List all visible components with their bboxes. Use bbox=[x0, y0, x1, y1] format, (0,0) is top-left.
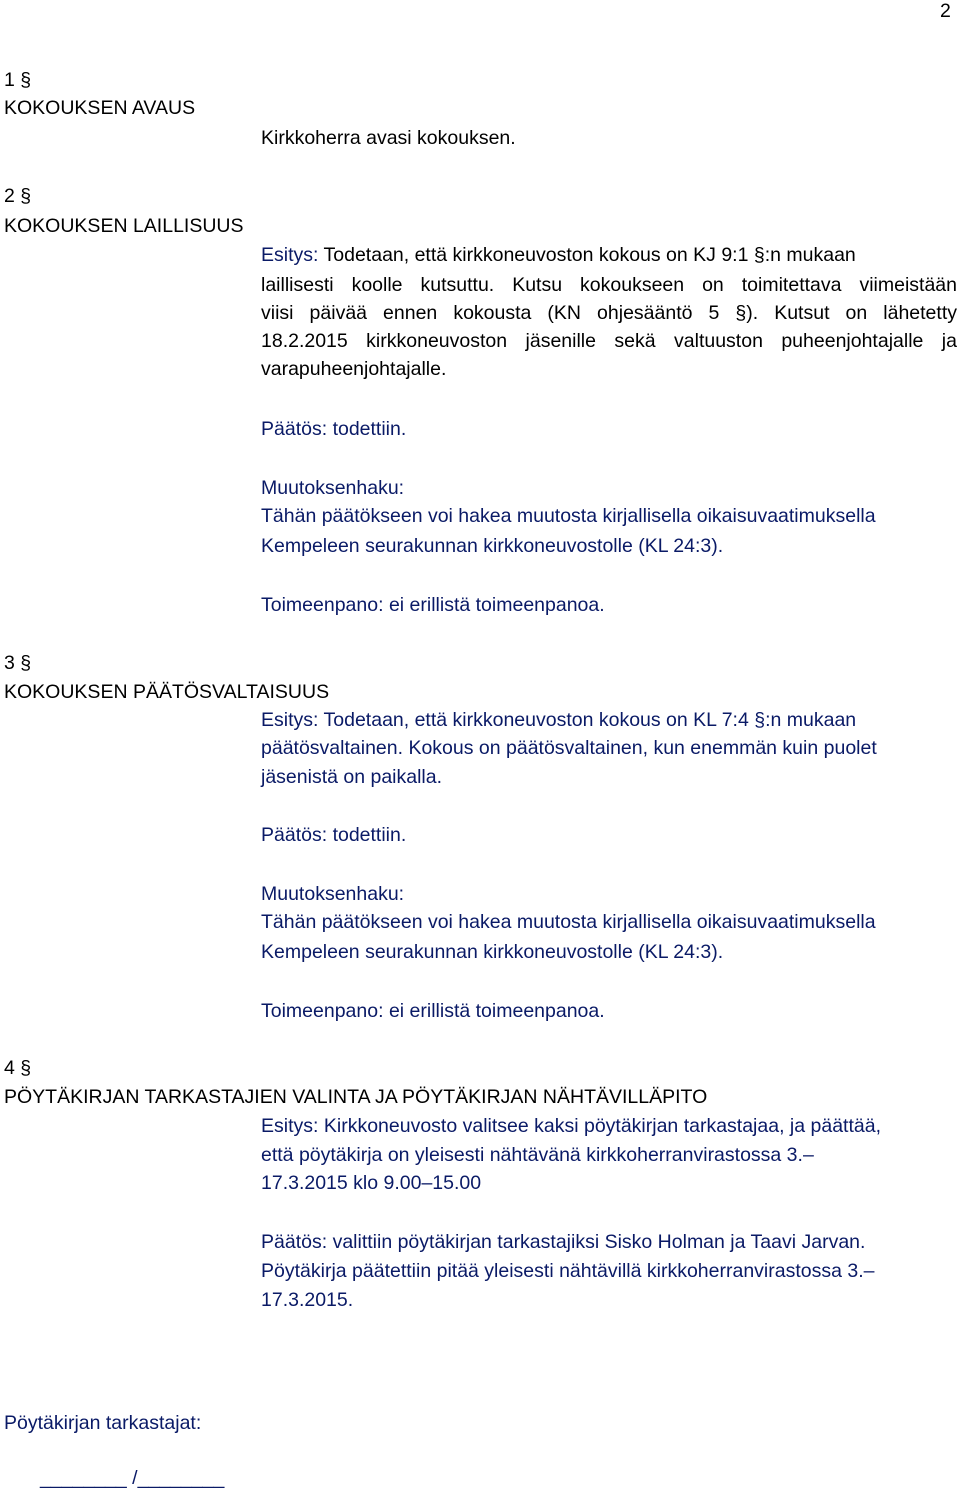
toimeenpano-label: Toimeenpano: bbox=[261, 1000, 384, 1022]
paatos-text: valittiin pöytäkirjan tarkastajiksi Sisko Holman ja Taavi Jarvan. bbox=[332, 1231, 866, 1253]
paatos-label: Päätös: bbox=[261, 1231, 328, 1253]
section-number: 4 § bbox=[4, 1057, 32, 1079]
esitys-label: Esitys: bbox=[261, 709, 319, 731]
paatos-label: Päätös: bbox=[261, 824, 328, 846]
esitys-line: päätösvaltainen. Kokous on päätösvaltainen, kun enemmän kuin puolet bbox=[261, 737, 877, 759]
esitys-line: viisi päivää ennen kokousta (KN ohjesääntö 5 §). Kutsut on lähetetty bbox=[261, 302, 957, 324]
paatos-line bbox=[261, 820, 406, 850]
muutoksenhaku-line: Tähän päätökseen voi hakea muutosta kirjallisella oikaisuvaatimuksella bbox=[261, 505, 876, 527]
paatos-line bbox=[261, 1227, 865, 1257]
section-number: 3 § bbox=[4, 652, 32, 674]
esitys-label: Esitys: bbox=[261, 244, 319, 266]
toimeenpano-label: Toimeenpano: bbox=[261, 594, 384, 616]
paatos-label: Päätös: bbox=[261, 418, 328, 440]
section-title: KOKOUKSEN LAILLISUUS bbox=[4, 215, 244, 237]
esitys-text: Todetaan, että kirkkoneuvoston kokous on KL 7:4 §:n mukaan bbox=[323, 709, 857, 731]
toimeenpano-line bbox=[261, 996, 605, 1026]
paatos-text: todettiin. bbox=[332, 418, 407, 440]
paatos-line: Pöytäkirja päätettiin pitää yleisesti nähtävillä kirkkoherranvirastossa 3.– bbox=[261, 1260, 875, 1282]
paatos-text: todettiin. bbox=[332, 824, 407, 846]
page-number: 2 bbox=[940, 0, 951, 22]
muutoksenhaku-line: Kempeleen seurakunnan kirkkoneuvostolle (KL 24:3). bbox=[261, 941, 724, 963]
esitys-text: Kirkkoneuvosto valitsee kaksi pöytäkirjan tarkastajaa, ja päättää, bbox=[323, 1115, 881, 1137]
toimeenpano-text: ei erillistä toimeenpanoa. bbox=[388, 594, 605, 616]
section-title: KOKOUKSEN AVAUS bbox=[4, 97, 196, 119]
esitys-line: laillisesti koolle kutsuttu. Kutsu kokoukseen on toimitettava viimeistään bbox=[261, 274, 957, 296]
section-title: KOKOUKSEN PÄÄTÖSVALTAISUUS bbox=[4, 681, 330, 703]
signature-label: Pöytäkirjan tarkastajat: bbox=[4, 1412, 202, 1434]
signature-line: ________ /________ bbox=[40, 1467, 225, 1489]
section-number: 2 § bbox=[4, 185, 32, 207]
section-text: Kirkkoherra avasi kokouksen. bbox=[261, 127, 516, 149]
esitys-line: 17.3.2015 klo 9.00–15.00 bbox=[261, 1172, 482, 1194]
muutoksenhaku-label: Muutoksenhaku: bbox=[261, 477, 405, 499]
esitys-line: jäsenistä on paikalla. bbox=[261, 766, 443, 788]
paatos-line bbox=[261, 414, 406, 444]
toimeenpano-text: ei erillistä toimeenpanoa. bbox=[388, 1000, 605, 1022]
muutoksenhaku-line: Kempeleen seurakunnan kirkkoneuvostolle (KL 24:3). bbox=[261, 535, 724, 557]
section-number: 1 § bbox=[4, 69, 32, 91]
paatos-line: 17.3.2015. bbox=[261, 1289, 354, 1311]
toimeenpano-line bbox=[261, 590, 605, 620]
muutoksenhaku-line: Tähän päätökseen voi hakea muutosta kirjallisella oikaisuvaatimuksella bbox=[261, 911, 876, 933]
esitys-line bbox=[261, 705, 856, 735]
esitys-line: että pöytäkirja on yleisesti nähtävänä kirkkoherranvirastossa 3.– bbox=[261, 1144, 814, 1166]
muutoksenhaku-label: Muutoksenhaku: bbox=[261, 883, 405, 905]
section-title: PÖYTÄKIRJAN TARKASTAJIEN VALINTA JA PÖYTÄKIRJAN NÄHTÄVILLÄPITO bbox=[4, 1086, 708, 1108]
esitys-text: Todetaan, että kirkkoneuvoston kokous on KJ 9:1 §:n mukaan bbox=[323, 244, 856, 266]
esitys-label: Esitys: bbox=[261, 1115, 319, 1137]
esitys-line bbox=[261, 240, 856, 270]
esitys-line: 18.2.2015 kirkkoneuvoston jäsenille sekä valtuuston puheenjohtajalle ja bbox=[261, 330, 957, 352]
esitys-line: varapuheenjohtajalle. bbox=[261, 358, 447, 380]
esitys-line bbox=[261, 1111, 881, 1141]
